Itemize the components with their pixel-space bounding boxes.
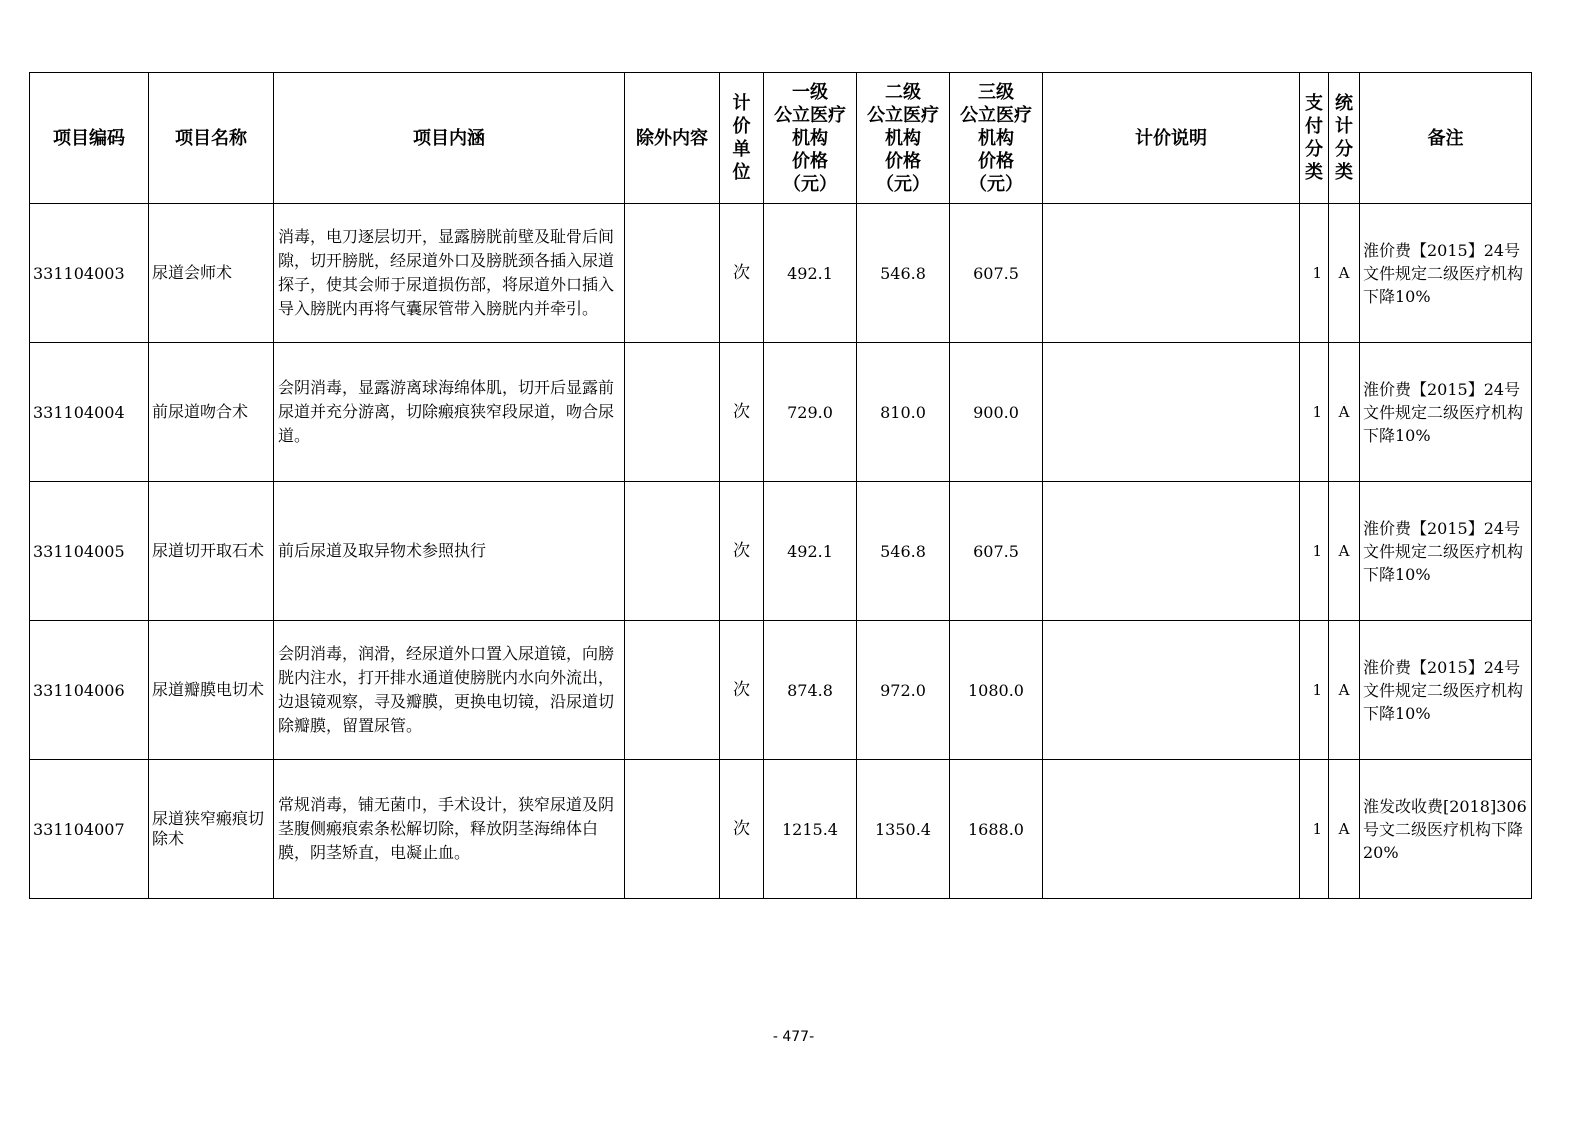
item-payment-class: 1 — [1300, 760, 1329, 899]
item-price-level2: 810.0 — [857, 343, 950, 482]
header-content: 项目内涵 — [274, 73, 625, 204]
header-code: 项目编码 — [30, 73, 149, 204]
item-content: 会阴消毒，润滑，经尿道外口置入尿道镜，向膀胱内注水，打开排水通道使膀胱内水向外流出，边退镜观察，寻及瓣膜，更换电切镜，沿尿道切除瓣膜，留置尿管。 — [274, 621, 625, 760]
item-remarks: 淮价费【2015】24号文件规定二级医疗机构下降10% — [1360, 343, 1532, 482]
item-content: 会阴消毒，显露游离球海绵体肌，切开后显露前尿道并充分游离，切除瘢痕狭窄段尿道，吻合尿道。 — [274, 343, 625, 482]
item-pricing-notes — [1043, 482, 1300, 621]
table-row — [30, 343, 1532, 482]
item-content: 常规消毒，铺无菌巾，手术设计，狭窄尿道及阴茎腹侧瘢痕索条松解切除，释放阴茎海绵体白膜，阴茎矫直，电凝止血。 — [274, 760, 625, 899]
header-unit: 计 价 单 位 — [720, 73, 764, 204]
item-remarks: 淮价费【2015】24号文件规定二级医疗机构下降10% — [1360, 482, 1532, 621]
item-content: 消毒，电刀逐层切开，显露膀胱前壁及耻骨后间隙，切开膀胱，经尿道外口及膀胱颈各插入尿道探子，使其会师于尿道损伤部，将尿道外口插入导入膀胱内再将气囊尿管带入膀胱内并牵引。 — [274, 204, 625, 343]
item-code: 331104003 — [30, 204, 149, 343]
item-price-level2: 546.8 — [857, 482, 950, 621]
header-price-level3: 三级 公立医疗 机构 价格 （元） — [950, 73, 1043, 204]
item-name: 尿道会师术 — [149, 204, 274, 343]
item-stat-class: A — [1329, 482, 1360, 621]
item-stat-class: A — [1329, 343, 1360, 482]
item-price-level1: 492.1 — [764, 204, 857, 343]
item-unit: 次 — [720, 204, 764, 343]
item-pricing-notes — [1043, 760, 1300, 899]
header-stat-class: 统 计 分 类 — [1329, 73, 1360, 204]
item-price-level1: 492.1 — [764, 482, 857, 621]
header-pricing-notes: 计价说明 — [1043, 73, 1300, 204]
item-stat-class: A — [1329, 760, 1360, 899]
header-price-level2: 二级 公立医疗 机构 价格 （元） — [857, 73, 950, 204]
item-price-level3: 607.5 — [950, 204, 1043, 343]
item-code: 331104007 — [30, 760, 149, 899]
item-remarks: 淮价费【2015】24号文件规定二级医疗机构下降10% — [1360, 204, 1532, 343]
header-remarks: 备注 — [1360, 73, 1532, 204]
item-name: 前尿道吻合术 — [149, 343, 274, 482]
header-exclusions: 除外内容 — [625, 73, 720, 204]
item-price-level1: 729.0 — [764, 343, 857, 482]
item-payment-class: 1 — [1300, 343, 1329, 482]
item-unit: 次 — [720, 482, 764, 621]
item-pricing-notes — [1043, 204, 1300, 343]
table-row — [30, 482, 1532, 621]
table-row — [30, 204, 1532, 343]
item-payment-class: 1 — [1300, 621, 1329, 760]
table-row — [30, 621, 1532, 760]
item-remarks: 淮价费【2015】24号文件规定二级医疗机构下降10% — [1360, 621, 1532, 760]
item-price-level2: 1350.4 — [857, 760, 950, 899]
header-payment-class: 支 付 分 类 — [1300, 73, 1329, 204]
item-unit: 次 — [720, 343, 764, 482]
item-price-level3: 1080.0 — [950, 621, 1043, 760]
item-unit: 次 — [720, 760, 764, 899]
item-code: 331104004 — [30, 343, 149, 482]
item-exclusions — [625, 343, 720, 482]
item-pricing-notes — [1043, 343, 1300, 482]
item-pricing-notes — [1043, 621, 1300, 760]
item-name: 尿道切开取石术 — [149, 482, 274, 621]
item-payment-class: 1 — [1300, 482, 1329, 621]
item-price-level1: 1215.4 — [764, 760, 857, 899]
item-price-level3: 1688.0 — [950, 760, 1043, 899]
item-payment-class: 1 — [1300, 204, 1329, 343]
item-exclusions — [625, 204, 720, 343]
item-remarks: 淮发改收费[2018]306号文二级医疗机构下降20% — [1360, 760, 1532, 899]
item-exclusions — [625, 482, 720, 621]
item-code: 331104006 — [30, 621, 149, 760]
header-price-level1: 一级 公立医疗 机构 价格 （元） — [764, 73, 857, 204]
item-price-level3: 900.0 — [950, 343, 1043, 482]
item-price-level3: 607.5 — [950, 482, 1043, 621]
page-number: - 477- — [772, 1029, 815, 1045]
item-price-level2: 972.0 — [857, 621, 950, 760]
item-stat-class: A — [1329, 621, 1360, 760]
item-exclusions — [625, 760, 720, 899]
table-row — [30, 760, 1532, 899]
header-name: 项目名称 — [149, 73, 274, 204]
item-unit: 次 — [720, 621, 764, 760]
item-price-level2: 546.8 — [857, 204, 950, 343]
item-stat-class: A — [1329, 204, 1360, 343]
medical-service-price-table — [29, 72, 1532, 899]
header-row — [30, 73, 1532, 204]
item-content: 前后尿道及取异物术参照执行 — [274, 482, 625, 621]
item-name: 尿道狭窄瘢痕切除术 — [149, 760, 274, 899]
item-price-level1: 874.8 — [764, 621, 857, 760]
item-name: 尿道瓣膜电切术 — [149, 621, 274, 760]
item-code: 331104005 — [30, 482, 149, 621]
item-exclusions — [625, 621, 720, 760]
